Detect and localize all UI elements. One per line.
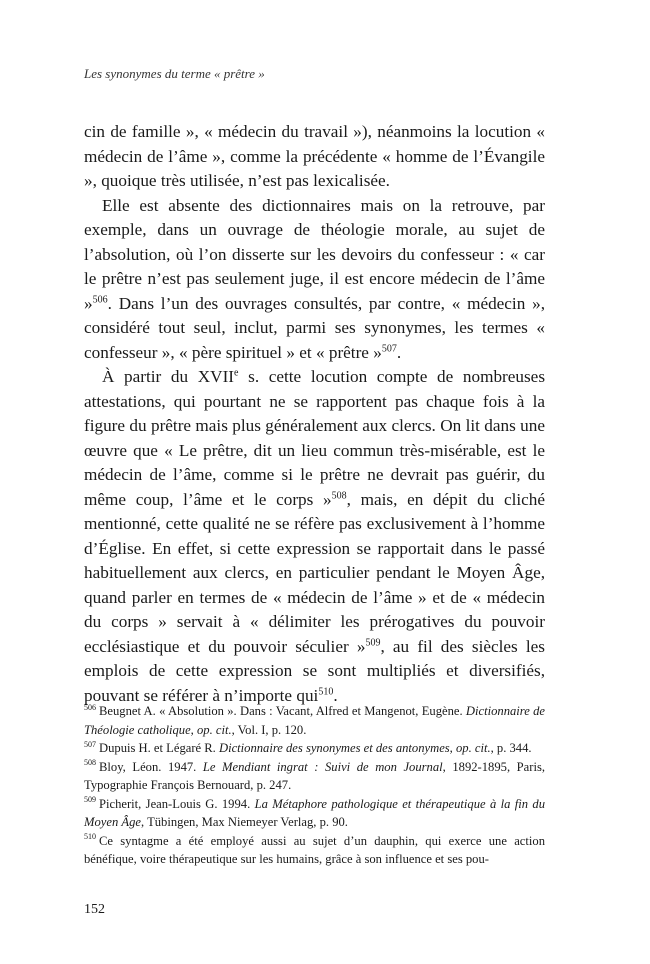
main-text	[84, 120, 545, 708]
text-run: .	[396, 342, 402, 362]
body-paragraph	[84, 120, 545, 194]
text-run: Ce syntagme a été employé aussi au sujet d’un dauphin, qui exerce une action bénéfique, voire thérapeutique sur les humains, grâce à son influence et ses pou-	[84, 833, 545, 866]
text-run: , au fil des siècles les emplois de cette expression se sont multipliés et diversifiés, pouvant se référer à n’importe qui	[84, 636, 545, 705]
italic-title: Dictionnaire de Théologie catholique, op. cit.	[84, 704, 545, 737]
text-run: À partir du XVII	[102, 367, 235, 386]
body-paragraph	[84, 194, 545, 366]
footnote	[84, 832, 545, 869]
footnotes	[84, 702, 545, 869]
footnote-reference: e	[234, 367, 239, 379]
text-run: Dupuis H. et Légaré R.	[99, 741, 219, 755]
page-number: 152	[84, 902, 105, 917]
text-run: , Tübingen, Max Niemeyer Verlag, p. 90.	[141, 815, 348, 829]
text-run: , mais, en dépit du cliché mentionné, cette qualité ne se réfère pas exclusivement à l’homme d’Église. En effet, si cette expression se rapportait dans le passé habituellement aux clercs, en particulier pendant le Moyen Âge, quand parler en termes de « médecin de l’âme » et de « médecin du corps » servait à « délimiter les prérogatives du pouvoir ecclésiastique et du pouvoir séculier »	[84, 489, 545, 656]
footnote-number: 506	[84, 702, 96, 712]
text-run: .	[333, 685, 338, 705]
footnote-reference: 508	[331, 489, 347, 501]
text-run: Elle est absente des dictionnaires mais on la retrouve, par exemple, dans un ouvrage de théologie morale, au sujet de l’absolution, où l’on disserte sur les devoirs du confesseur : « car le prêtre n’est pas seulement juge, il est encore médecin de l’âme »	[84, 195, 545, 313]
footnote-number: 509	[84, 795, 96, 805]
text-run: cin de famille », « médecin du travail »), néanmoins la locution « médecin de l’âme », comme la précédente « homme de l’Évangile », quoique très utilisée, n’est pas lexicalisée.	[84, 122, 545, 190]
text-run: , 1892-1895, Paris, Typographie François Bernouard, p. 247.	[84, 759, 545, 792]
footnote	[84, 739, 545, 758]
text-run: Bloy, Léon. 1947.	[99, 759, 203, 774]
footnote-number: 510	[84, 832, 96, 842]
footnote-reference: 509	[365, 636, 381, 648]
footnote-reference: 506	[92, 293, 108, 305]
footnote	[84, 795, 545, 832]
text-run: , p. 344.	[490, 741, 532, 755]
text-run: Picherit, Jean-Louis G. 1994.	[99, 796, 255, 811]
text-run: . Dans l’un des ouvrages consultés, par contre, « médecin », considéré tout seul, inclut, parmi ses synonymes, les termes « confesseur », « père spirituel » et « prêtre »	[84, 293, 545, 362]
text-run: , Vol. I, p. 120.	[231, 722, 307, 737]
italic-title: La Métaphore pathologique et thérapeutique à la fin du Moyen Âge	[84, 796, 545, 829]
footnote	[84, 702, 545, 739]
text-run: s. cette locution compte de nombreuses attestations, qui pourtant ne se rapportent pas chaque fois à la figure du prêtre mais plus généralement aux clercs. On lit dans une œuvre que « Le prêtre, dit un lieu commun très-misérable, est le médecin de l’âme, comme si le prêtre ne devrait pas guérir, du même coup, l’âme et le corps »	[84, 367, 546, 509]
footnote-reference: 507	[381, 342, 397, 354]
body-paragraph	[84, 365, 545, 708]
footnote-reference: 510	[318, 685, 334, 697]
italic-title: Le Mendiant ingrat : Suivi de mon Journal	[202, 759, 443, 774]
footnote-number: 507	[84, 739, 96, 749]
running-head: Les synonymes du terme « prêtre »	[84, 66, 265, 81]
text-run: Beugnet A. « Absolution ». Dans : Vacant, Alfred et Mangenot, Eugène.	[99, 704, 466, 718]
footnote-number: 508	[84, 758, 96, 768]
footnote	[84, 758, 545, 795]
italic-title: Dictionnaire des synonymes et des antonymes, op. cit.	[218, 741, 491, 755]
